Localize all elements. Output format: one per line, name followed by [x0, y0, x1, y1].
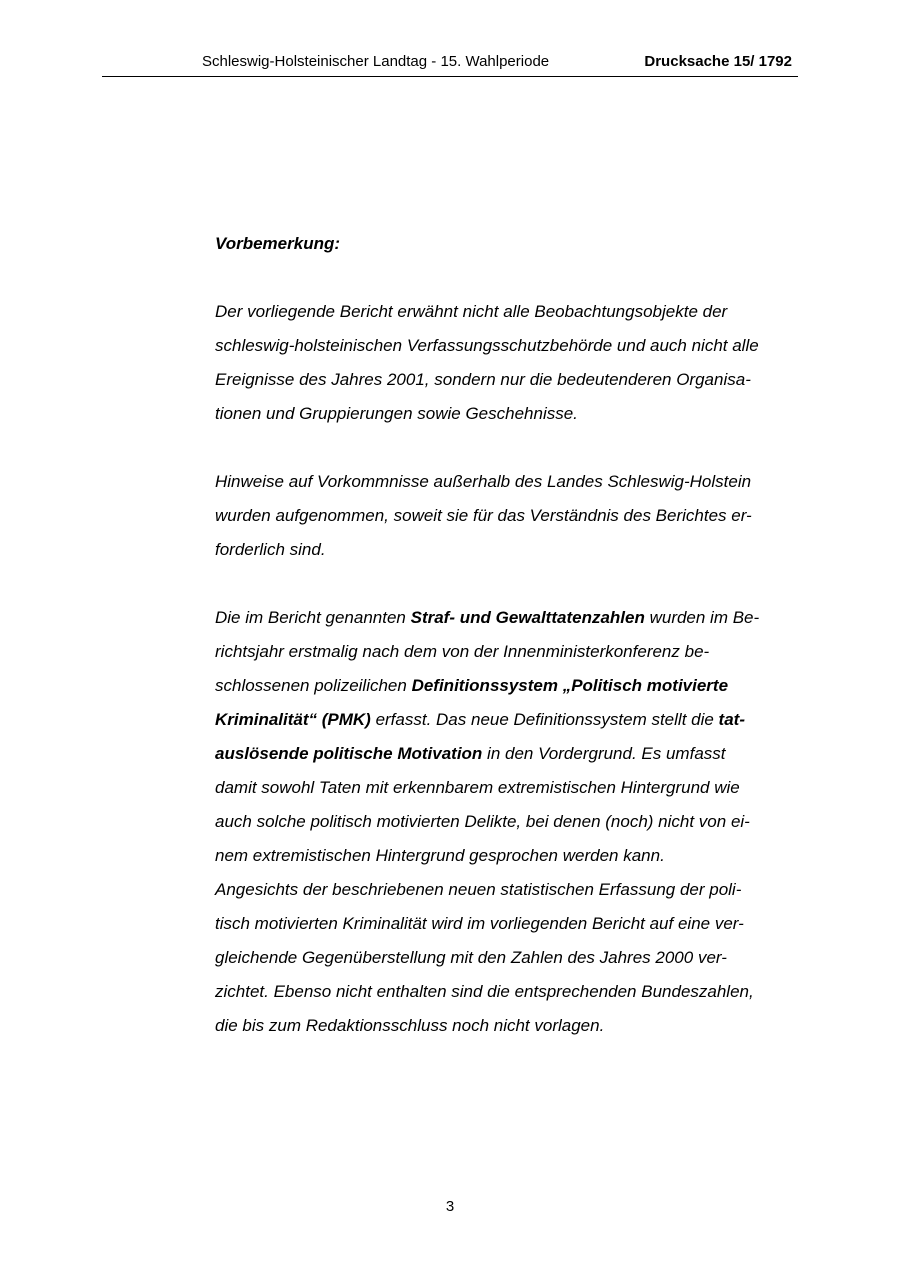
paragraph-1	[215, 295, 795, 431]
text-segment: in den Vordergrund. Es umfasst	[482, 744, 726, 763]
text-line: die bis zum Redaktionsschluss noch nicht vorlagen.	[215, 1016, 605, 1035]
text-line: auch solche politisch motivierten Delikte, bei denen (noch) nicht von ei-	[215, 812, 750, 831]
text-line: schleswig-holsteinischen Verfassungsschutzbehörde und auch nicht alle	[215, 336, 759, 355]
header-title: Schleswig-Holsteinischer Landtag - 15. Wahlperiode	[202, 53, 550, 70]
paragraph-2	[215, 465, 795, 567]
text-line: tionen und Gruppierungen sowie Geschehnisse.	[215, 404, 578, 423]
text-segment: wurden im Be-	[644, 608, 760, 627]
bold-term: tat-	[718, 710, 745, 729]
header-doc-number: Drucksache 15/ 1792	[644, 53, 792, 70]
text-line: gleichende Gegenüberstellung mit den Zahlen des Jahres 2000 ver-	[215, 948, 727, 967]
text-line: richtsjahr erstmalig nach dem von der Innenministerkonferenz be-	[215, 642, 710, 661]
text-line: forderlich sind.	[215, 540, 326, 559]
text-segment: erfasst. Das neue Definitionssystem stellt die	[370, 710, 719, 729]
text-line: Hinweise auf Vorkommnisse außerhalb des Landes Schleswig-Holstein	[215, 472, 752, 491]
text-line: Der vorliegende Bericht erwähnt nicht alle Beobachtungsobjekte der	[215, 302, 728, 321]
page-header	[102, 52, 798, 77]
section-heading: Vorbemerkung:	[215, 234, 341, 253]
text-line: nem extremistischen Hintergrund gesprochen werden kann.	[215, 846, 665, 865]
text-line: Angesichts der beschriebenen neuen statistischen Erfassung der poli-	[215, 880, 742, 899]
text-line: tisch motivierten Kriminalität wird im vorliegenden Bericht auf eine ver-	[215, 914, 744, 933]
paragraph-3	[215, 601, 795, 1043]
bold-term: Straf- und Gewalttatenzahlen	[410, 608, 645, 627]
document-body	[215, 227, 795, 1043]
bold-term: auslösende politische Motivation	[215, 744, 483, 763]
text-line: zichtet. Ebenso nicht enthalten sind die entsprechenden Bundeszahlen,	[215, 982, 754, 1001]
bold-term: Kriminalität“ (PMK)	[215, 710, 371, 729]
text-segment: schlossenen polizeilichen	[215, 676, 412, 695]
text-line: Ereignisse des Jahres 2001, sondern nur die bedeutenderen Organisa-	[215, 370, 751, 389]
bold-term: Definitionssystem „Politisch motivierte	[411, 676, 729, 695]
text-line: wurden aufgenommen, soweit sie für das Verständnis des Berichtes er-	[215, 506, 752, 525]
text-segment: Die im Bericht genannten	[215, 608, 411, 627]
page-number: 3	[445, 1198, 455, 1215]
text-line: damit sowohl Taten mit erkennbarem extremistischen Hintergrund wie	[215, 778, 740, 797]
